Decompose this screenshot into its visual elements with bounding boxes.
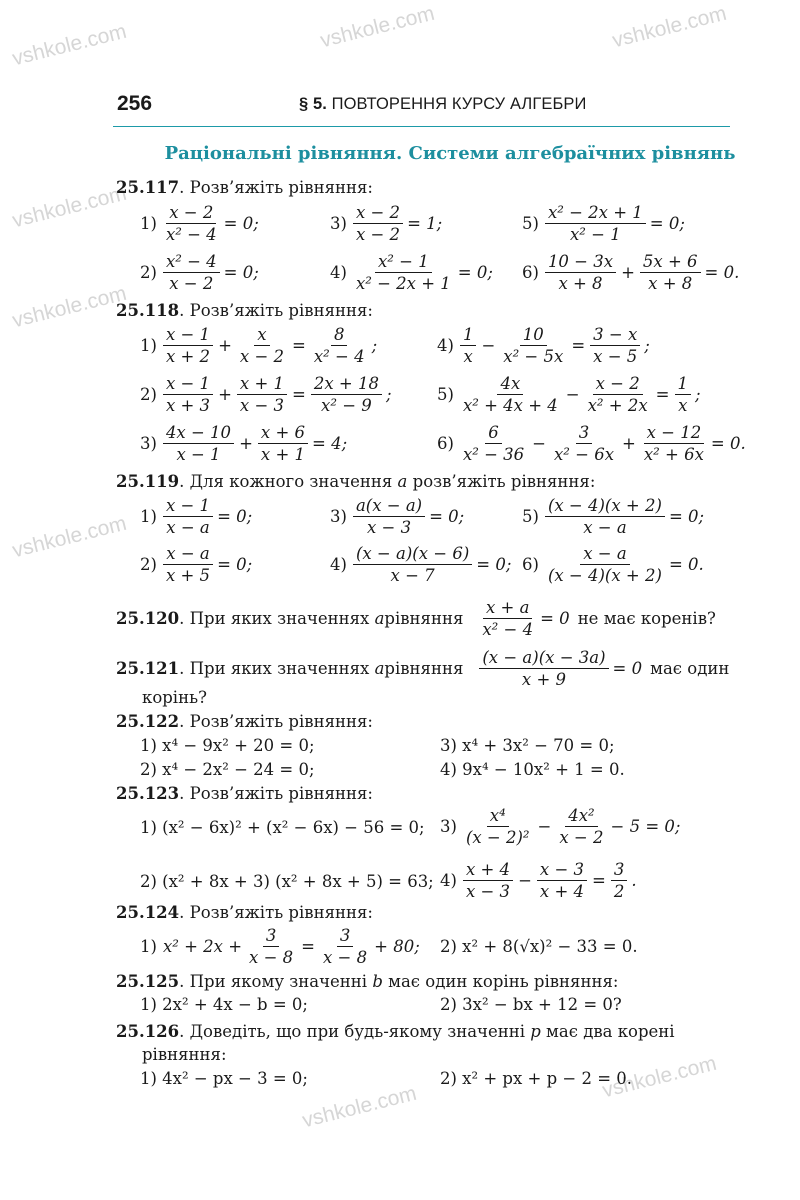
page-header — [113, 92, 730, 127]
denominator: x — [463, 347, 473, 366]
equation-tail: = 0 — [612, 659, 643, 678]
fraction — [353, 544, 472, 585]
denominator: x + 5 — [165, 566, 211, 585]
equation: 2) 3x² − bx + 12 = 0? — [440, 995, 622, 1014]
problem-25-122 — [116, 712, 373, 731]
fraction — [545, 496, 665, 537]
numerator: x² − 1 — [375, 252, 432, 273]
operator: − — [481, 336, 496, 355]
denominator: x − 2 — [559, 828, 604, 847]
problem-text: рівняння — [384, 609, 464, 628]
problem-25-125 — [116, 972, 618, 991]
equation-part: x² + 2x + — [162, 937, 243, 956]
section-title: ПОВТОРЕННЯ КУРСУ АЛГЕБРИ — [331, 95, 587, 113]
parameter: a — [374, 659, 385, 678]
operator: − — [532, 434, 546, 453]
item-number: 2) — [140, 555, 157, 574]
denominator: x − 3 — [465, 882, 511, 901]
denominator: x² − 9 — [321, 396, 372, 415]
denominator: x + 8 — [648, 274, 693, 293]
fraction — [311, 374, 382, 415]
fraction — [460, 325, 477, 366]
numerator: x + 6 — [258, 423, 308, 444]
denominator: x² − 36 — [462, 445, 525, 464]
problem-25-123 — [116, 784, 373, 803]
problem-number: 25.121 — [116, 659, 180, 678]
equation-tail: = 0; — [457, 263, 493, 282]
fraction — [551, 423, 617, 464]
denominator: x² − 4 — [165, 225, 217, 244]
numerator: x − 2 — [353, 203, 403, 224]
problem-text: . При яких значеннях — [179, 659, 370, 678]
operator: + — [621, 263, 635, 282]
item-number: 1) — [140, 336, 157, 355]
fraction — [246, 926, 296, 967]
problem-25-117 — [116, 178, 373, 197]
denominator: x − 2 — [355, 225, 401, 244]
equation-tail: ; — [695, 385, 701, 404]
equation-tail: ; — [644, 336, 650, 355]
numerator: a(x − a) — [353, 496, 425, 517]
parameter: a — [374, 609, 385, 628]
equation-tail: = 0; — [217, 507, 253, 526]
item-number: 6) — [522, 555, 539, 574]
operator: = — [655, 385, 670, 404]
equation: 3) x⁴ + 3x² − 70 = 0; — [440, 736, 615, 755]
item-number: 4) — [330, 263, 347, 282]
watermark: vshkole.com — [10, 511, 129, 563]
numerator: x − 3 — [537, 860, 587, 881]
equation-tail: = 0; — [217, 555, 253, 574]
item-number: 2) — [140, 263, 157, 282]
watermark: vshkole.com — [10, 281, 129, 333]
numerator: 6 — [485, 423, 502, 444]
operator: − — [537, 817, 552, 836]
problem-text: . Розв’яжіть рівняння: — [179, 784, 373, 803]
equation-tail: = 0; — [649, 214, 685, 233]
fraction — [641, 423, 707, 464]
problem-25-118 — [116, 301, 373, 320]
numerator: x − 2 — [166, 203, 216, 224]
watermark: vshkole.com — [10, 19, 129, 71]
denominator: x² − 4 — [313, 347, 365, 366]
equation-tail: = 1; — [407, 214, 443, 233]
watermark: vshkole.com — [318, 1, 437, 53]
item-number: 2) — [140, 385, 157, 404]
fraction — [460, 423, 527, 464]
equation-tail: . — [631, 871, 637, 890]
numerator: 4x — [497, 374, 523, 395]
denominator: x² + 4x + 4 — [462, 396, 558, 415]
equation — [440, 860, 637, 901]
fraction — [163, 252, 220, 293]
numerator: 5x + 6 — [640, 252, 701, 273]
numerator: x⁴ — [487, 806, 509, 827]
equation: 1) (x² − 6x)² + (x² − 6x) − 56 = 0; — [140, 818, 425, 837]
equation: 1) 4x² − px − 3 = 0; — [140, 1069, 308, 1088]
numerator: x − 1 — [163, 374, 213, 395]
denominator: 2 — [613, 882, 625, 901]
denominator: x − 7 — [390, 566, 435, 585]
fraction — [611, 860, 628, 901]
problem-number: 25.118 — [116, 301, 180, 320]
equation-tail: ; — [385, 385, 392, 404]
equation: 2) x² + px + p − 2 = 0. — [440, 1069, 633, 1088]
problem-25-121 — [116, 648, 729, 689]
denominator: x² − 5x — [503, 347, 564, 366]
problem-text: . При яких значеннях — [179, 609, 370, 628]
fraction — [353, 252, 454, 293]
item-number: 3) — [140, 434, 157, 453]
equation — [522, 496, 704, 537]
item-number: 4) — [437, 336, 454, 355]
equation — [330, 544, 511, 585]
numerator: 3 — [263, 926, 280, 947]
equation — [522, 544, 704, 585]
problem-text: не має коренів? — [577, 609, 716, 628]
problem-number: 25.122 — [116, 712, 180, 731]
fraction — [675, 374, 692, 415]
numerator: (x − a)(x − 6) — [353, 544, 472, 565]
item-number: 3) — [330, 507, 347, 526]
numerator: 1 — [675, 374, 692, 395]
numerator: x − 12 — [644, 423, 705, 444]
denominator: x² + 6x — [643, 445, 704, 464]
item-number: 1) — [140, 507, 157, 526]
denominator: x − 2 — [169, 274, 214, 293]
item-number: 4) — [440, 871, 457, 890]
fraction — [163, 496, 213, 537]
fraction — [353, 203, 403, 244]
numerator: 8 — [331, 325, 348, 346]
page-number: 256 — [117, 92, 153, 115]
fraction — [545, 252, 616, 293]
problem-25-120 — [116, 598, 716, 639]
numerator: x − a — [163, 544, 212, 565]
problem-number: 25.119 — [116, 472, 180, 491]
item-number: 6) — [522, 263, 539, 282]
watermark: vshkole.com — [10, 181, 129, 233]
watermark: vshkole.com — [600, 1051, 719, 1103]
problem-25-126 — [116, 1022, 675, 1041]
numerator: 1 — [460, 325, 477, 346]
item-number: 3) — [440, 817, 457, 836]
denominator: x − 8 — [249, 948, 294, 967]
problem-number: 25.124 — [116, 903, 180, 922]
equation-tail: = 0; — [223, 214, 259, 233]
problem-number: 25.125 — [116, 972, 180, 991]
operator: − — [565, 385, 580, 404]
numerator: x + a — [483, 598, 532, 619]
item-number: 1) — [140, 214, 157, 233]
denominator: x − 2 — [239, 347, 285, 366]
numerator: x − 1 — [163, 496, 213, 517]
numerator: x² − 2x + 1 — [545, 203, 646, 224]
equation: 2) x⁴ − 2x² − 24 = 0; — [140, 760, 315, 779]
fraction — [258, 423, 308, 464]
problem-number: 25.117 — [116, 178, 180, 197]
problem-text: рівняння — [384, 659, 464, 678]
denominator: x − a — [166, 518, 210, 537]
equation-tail: = 0. — [704, 263, 740, 282]
item-number: 4) — [330, 555, 347, 574]
equation-tail: = 0; — [223, 263, 259, 282]
equation-tail: = 0 — [540, 609, 570, 628]
denominator: x — [678, 396, 688, 415]
equation — [522, 252, 739, 293]
denominator: (x − 4)(x + 2) — [547, 566, 662, 585]
fraction — [320, 926, 370, 967]
denominator: x + 4 — [539, 882, 585, 901]
fraction — [311, 325, 368, 366]
equation: 2) x² + 8(√x)² − 33 = 0. — [440, 937, 638, 956]
equation-tail: = 0. — [710, 434, 746, 453]
item-number: 3) — [330, 214, 347, 233]
fraction — [163, 374, 213, 415]
numerator: x² − 4 — [163, 252, 220, 273]
problem-text-continued: рівняння: — [142, 1045, 227, 1064]
problem-text: . Розв’яжіть рівняння: — [179, 178, 373, 197]
fraction — [353, 496, 425, 537]
equation — [140, 496, 252, 537]
denominator: x − 8 — [323, 948, 368, 967]
problem-text: розв’яжіть рівняння: — [407, 472, 596, 491]
equation-tail: = 4; — [312, 434, 348, 453]
equation — [330, 203, 442, 244]
fraction — [590, 325, 640, 366]
fraction — [585, 374, 651, 415]
denominator: x + 1 — [260, 445, 306, 464]
watermark: vshkole.com — [300, 1081, 419, 1133]
operator: = — [571, 336, 586, 355]
numerator: 3 — [611, 860, 628, 881]
denominator: x − 3 — [239, 396, 285, 415]
fraction — [479, 648, 608, 689]
fraction — [163, 423, 234, 464]
equation-tail: + 80; — [374, 937, 420, 956]
numerator: x — [254, 325, 269, 346]
operator: + — [622, 434, 636, 453]
fraction — [237, 325, 287, 366]
equation: 1) x⁴ − 9x² + 20 = 0; — [140, 736, 315, 755]
denominator: x − 1 — [176, 445, 221, 464]
equation-tail: ; — [371, 336, 378, 355]
equation-tail: = 0; — [476, 555, 512, 574]
parameter: p — [530, 1022, 541, 1041]
problem-25-124 — [116, 903, 373, 922]
fraction — [463, 860, 513, 901]
numerator: 4x − 10 — [163, 423, 234, 444]
numerator: 3 — [576, 423, 593, 444]
fraction — [163, 203, 220, 244]
fraction — [545, 203, 646, 244]
problem-text: . При якому значенні — [179, 972, 373, 991]
denominator: x² − 4 — [482, 620, 534, 639]
parameter: b — [372, 972, 383, 991]
equation — [140, 374, 392, 415]
numerator: 2x + 18 — [311, 374, 382, 395]
problem-number: 25.120 — [116, 609, 180, 628]
operator: = — [301, 937, 315, 956]
problem-text: має один — [650, 659, 730, 678]
numerator: x − 1 — [163, 325, 213, 346]
operator: = — [292, 336, 306, 355]
fraction — [556, 806, 606, 847]
numerator: 4x² — [565, 806, 597, 827]
numerator: 3 − x — [590, 325, 640, 346]
fraction — [537, 860, 587, 901]
problem-text: . Для кожного значення — [179, 472, 398, 491]
section-number: § 5. — [299, 95, 327, 113]
operator: + — [218, 336, 232, 355]
equation-tail: = 0; — [668, 507, 705, 526]
item-number: 6) — [437, 434, 454, 453]
section-heading: Раціональні рівняння. Системи алгебраїчних рівнянь — [164, 143, 736, 164]
problem-number: 25.123 — [116, 784, 180, 803]
equation-tail: = 0; — [429, 507, 465, 526]
denominator: x − 5 — [593, 347, 638, 366]
equation: 4) 9x⁴ − 10x² + 1 = 0. — [440, 760, 625, 779]
denominator: x − a — [583, 518, 627, 537]
fraction — [545, 544, 665, 585]
equation — [140, 926, 420, 967]
equation: 2) (x² + 8x + 3) (x² + 8x + 5) = 63; — [140, 872, 434, 891]
problem-text: . Доведіть, що при будь-якому значенні — [179, 1022, 531, 1041]
denominator: x + 9 — [521, 670, 567, 689]
operator: + — [239, 434, 253, 453]
numerator: 10 — [520, 325, 547, 346]
numerator: (x − a)(x − 3a) — [479, 648, 608, 669]
equation — [330, 252, 493, 293]
numerator: 10 − 3x — [545, 252, 616, 273]
problem-text: . Розв’яжіть рівняння: — [179, 301, 373, 320]
denominator: x − 3 — [366, 518, 412, 537]
problem-25-119 — [116, 472, 595, 491]
item-number: 5) — [522, 214, 539, 233]
equation-tail: − 5 = 0; — [610, 817, 681, 836]
equation — [140, 544, 252, 585]
equation — [140, 252, 259, 293]
denominator: x + 3 — [165, 396, 211, 415]
problem-text: . Розв’яжіть рівняння: — [179, 903, 373, 922]
equation — [330, 496, 464, 537]
running-title — [299, 95, 586, 114]
problem-text: має два корені — [540, 1022, 675, 1041]
numerator: x − 2 — [593, 374, 643, 395]
denominator: x² − 2x + 1 — [355, 274, 451, 293]
parameter: a — [397, 472, 408, 491]
fraction — [237, 374, 287, 415]
denominator: x + 2 — [165, 347, 211, 366]
denominator: x² − 1 — [570, 225, 621, 244]
equation — [437, 374, 701, 415]
item-number: 5) — [522, 507, 539, 526]
equation — [522, 203, 685, 244]
fraction — [463, 806, 533, 847]
operator: + — [218, 385, 232, 404]
fraction — [500, 325, 566, 366]
fraction — [163, 544, 213, 585]
item-number: 1) — [140, 937, 157, 956]
fraction — [460, 374, 561, 415]
watermark: vshkole.com — [610, 1, 729, 53]
numerator: x − a — [580, 544, 629, 565]
denominator: (x − 2)² — [465, 828, 530, 847]
numerator: x + 4 — [463, 860, 513, 881]
equation — [140, 325, 377, 366]
problem-number: 25.126 — [116, 1022, 180, 1041]
problem-text: має один корінь рівняння: — [382, 972, 619, 991]
numerator: (x − 4)(x + 2) — [545, 496, 665, 517]
operator: = — [292, 385, 306, 404]
denominator: x² − 6x — [554, 445, 615, 464]
fraction — [640, 252, 701, 293]
equation: 1) 2x² + 4x − b = 0; — [140, 995, 308, 1014]
equation-tail: = 0. — [668, 555, 704, 574]
equation — [437, 423, 746, 464]
equation — [440, 806, 680, 847]
equation — [437, 325, 650, 366]
operator: − — [518, 871, 532, 890]
numerator: x + 1 — [237, 374, 287, 395]
fraction — [163, 325, 213, 366]
problem-text-continued: корінь? — [142, 688, 207, 707]
equation — [140, 203, 259, 244]
denominator: x + 8 — [558, 274, 603, 293]
equation — [140, 423, 347, 464]
denominator: x² + 2x — [587, 396, 648, 415]
operator: = — [592, 871, 606, 890]
item-number: 5) — [437, 385, 454, 404]
fraction — [479, 598, 536, 639]
problem-text: . Розв’яжіть рівняння: — [179, 712, 373, 731]
numerator: 3 — [337, 926, 354, 947]
